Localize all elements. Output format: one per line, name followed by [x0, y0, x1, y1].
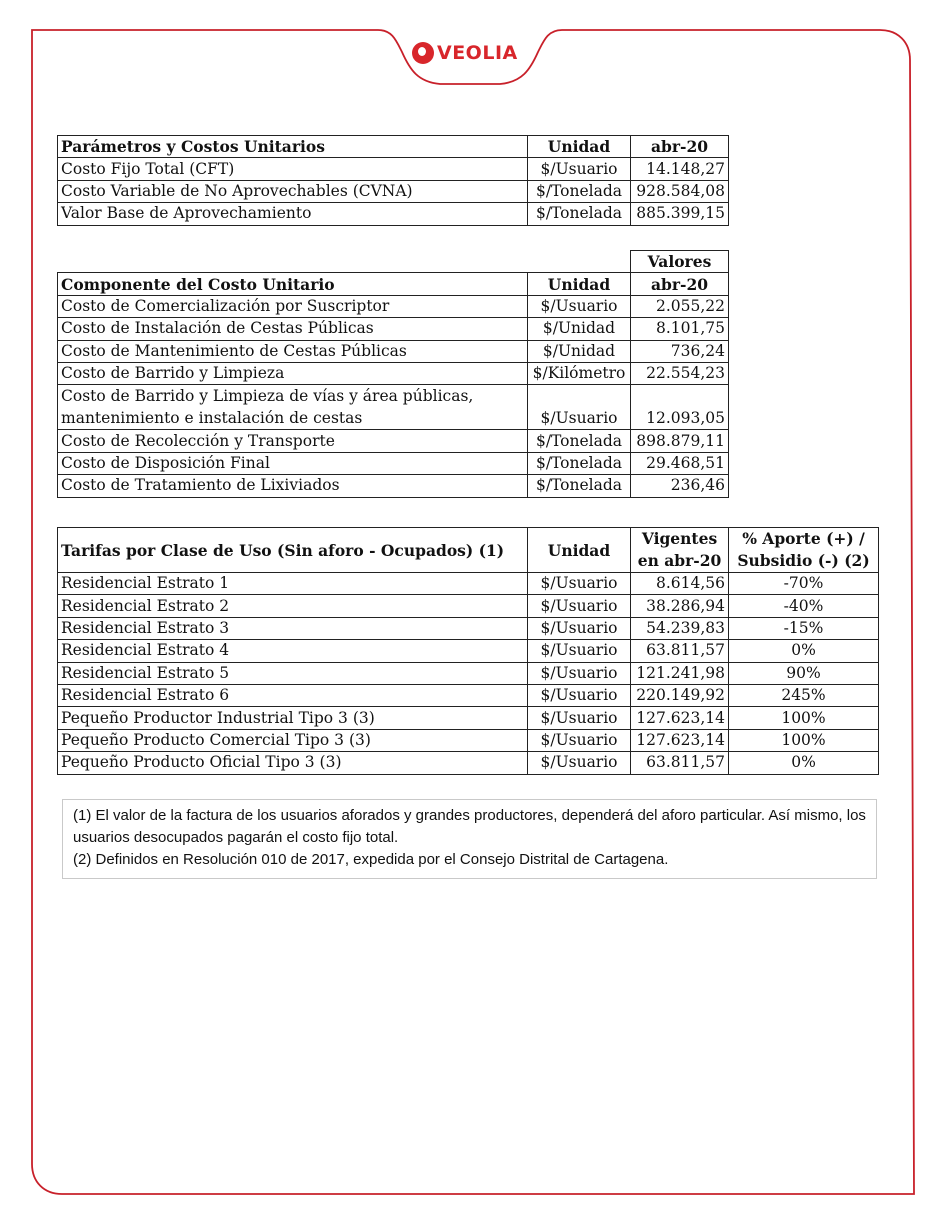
row-percent: -70%: [729, 573, 879, 595]
row-unit: $/Usuario: [528, 707, 631, 729]
row-unit: $/Usuario: [528, 385, 631, 430]
footnotes-box: [62, 799, 877, 879]
params-header-name: Parámetros y Costos Unitarios: [58, 136, 528, 158]
footnote: (1) El valor de la factura de los usuarios aforados y grandes productores, dependerá del aforo particular. Así mismo, los usuarios desocupados pagarán el costo fijo total.: [73, 807, 866, 846]
row-value: 14.148,27: [631, 158, 729, 180]
row-label: Residencial Estrato 6: [58, 684, 528, 706]
row-unit: $/Usuario: [528, 729, 631, 751]
table-row: [58, 452, 729, 474]
row-label: Costo de Barrido y Limpieza de vías y área públicas, mantenimiento e instalación de cestas: [58, 385, 528, 430]
components-table: [57, 250, 729, 498]
table-row: [58, 430, 729, 452]
table-row: [58, 684, 879, 706]
table-row: [58, 595, 879, 617]
row-unit: $/Unidad: [528, 340, 631, 362]
table-row: [58, 662, 879, 684]
row-label: Costo de Instalación de Cestas Públicas: [58, 318, 528, 340]
row-unit: $/Usuario: [528, 595, 631, 617]
row-value: 736,24: [631, 340, 729, 362]
row-value: 38.286,94: [631, 595, 729, 617]
row-percent: 0%: [729, 640, 879, 662]
tariffs-header-subsidy: % Aporte (+) / Subsidio (-) (2): [729, 528, 879, 573]
row-percent: 90%: [729, 662, 879, 684]
table-row: [58, 318, 729, 340]
row-unit: $/Usuario: [528, 573, 631, 595]
row-value: 8.614,56: [631, 573, 729, 595]
row-label: Residencial Estrato 1: [58, 573, 528, 595]
params-header-period: abr-20: [631, 136, 729, 158]
row-label: Costo de Tratamiento de Lixiviados: [58, 475, 528, 497]
row-percent: -15%: [729, 617, 879, 639]
row-value: 220.149,92: [631, 684, 729, 706]
row-unit: $/Unidad: [528, 318, 631, 340]
row-value: 63.811,57: [631, 752, 729, 774]
row-unit: $/Usuario: [528, 662, 631, 684]
row-value: 8.101,75: [631, 318, 729, 340]
footnote: (2) Definidos en Resolución 010 de 2017, expedida por el Consejo Distrital de Cartagena.: [73, 851, 669, 868]
row-value: 928.584,08: [631, 180, 729, 202]
row-unit: $/Tonelada: [528, 452, 631, 474]
components-header-period: abr-20: [631, 273, 729, 295]
row-unit: $/Usuario: [528, 684, 631, 706]
table-header-row: [58, 528, 879, 573]
row-percent: -40%: [729, 595, 879, 617]
row-value: 2.055,22: [631, 295, 729, 317]
table-row: [58, 475, 729, 497]
row-unit: $/Kilómetro: [528, 362, 631, 384]
row-value: 898.879,11: [631, 430, 729, 452]
tariffs-header-current: Vigentes en abr-20: [631, 528, 729, 573]
row-unit: $/Usuario: [528, 295, 631, 317]
table-row: [58, 617, 879, 639]
row-label: Costo de Barrido y Limpieza: [58, 362, 528, 384]
table-row: [58, 203, 729, 225]
row-value: 127.623,14: [631, 729, 729, 751]
row-value: 885.399,15: [631, 203, 729, 225]
table-row: [58, 385, 729, 430]
row-unit: $/Usuario: [528, 617, 631, 639]
table-row: [58, 707, 879, 729]
row-percent: 100%: [729, 729, 879, 751]
row-label: Pequeño Productor Industrial Tipo 3 (3): [58, 707, 528, 729]
table-header-row: [58, 273, 729, 295]
row-label: Residencial Estrato 4: [58, 640, 528, 662]
row-value: 127.623,14: [631, 707, 729, 729]
row-unit: $/Usuario: [528, 640, 631, 662]
tariffs-header-unit: Unidad: [528, 528, 631, 573]
row-label: Residencial Estrato 3: [58, 617, 528, 639]
row-label: Costo de Comercialización por Suscriptor: [58, 295, 528, 317]
row-label: Costo de Mantenimiento de Cestas Públicas: [58, 340, 528, 362]
row-value: 63.811,57: [631, 640, 729, 662]
row-value: 12.093,05: [631, 385, 729, 430]
table-header-row: [58, 136, 729, 158]
row-value: 236,46: [631, 475, 729, 497]
row-label: Costo Fijo Total (CFT): [58, 158, 528, 180]
row-label: Residencial Estrato 2: [58, 595, 528, 617]
table-row: [58, 295, 729, 317]
row-label: Costo Variable de No Aprovechables (CVNA): [58, 180, 528, 202]
table-header-row: [58, 251, 729, 273]
table-row: [58, 573, 879, 595]
table-row: [58, 340, 729, 362]
table-row: [58, 362, 729, 384]
row-unit: $/Tonelada: [528, 203, 631, 225]
components-header-values: Valores: [631, 251, 729, 273]
row-unit: $/Tonelada: [528, 180, 631, 202]
table-row: [58, 729, 879, 751]
table-row: [58, 180, 729, 202]
row-unit: $/Tonelada: [528, 430, 631, 452]
table-row: [58, 640, 879, 662]
row-percent: 0%: [729, 752, 879, 774]
table-row: [58, 752, 879, 774]
row-label: Pequeño Producto Oficial Tipo 3 (3): [58, 752, 528, 774]
row-value: 121.241,98: [631, 662, 729, 684]
row-label: Costo de Recolección y Transporte: [58, 430, 528, 452]
row-label: Residencial Estrato 5: [58, 662, 528, 684]
table-row: [58, 158, 729, 180]
row-label: Costo de Disposición Final: [58, 452, 528, 474]
row-value: 22.554,23: [631, 362, 729, 384]
row-percent: 245%: [729, 684, 879, 706]
tariffs-header-name: Tarifas por Clase de Uso (Sin aforo - Ocupados) (1): [58, 528, 528, 573]
params-header-unit: Unidad: [528, 136, 631, 158]
row-unit: $/Usuario: [528, 158, 631, 180]
row-label: Valor Base de Aprovechamiento: [58, 203, 528, 225]
row-percent: 100%: [729, 707, 879, 729]
components-header-name: Componente del Costo Unitario: [58, 273, 528, 295]
row-unit: $/Usuario: [528, 752, 631, 774]
veolia-logo-icon: [412, 42, 434, 64]
tariffs-table: [57, 527, 879, 775]
row-label: Pequeño Producto Comercial Tipo 3 (3): [58, 729, 528, 751]
veolia-logo: [412, 38, 518, 68]
row-value: 29.468,51: [631, 452, 729, 474]
row-unit: $/Tonelada: [528, 475, 631, 497]
logo-text: VEOLIA: [437, 42, 518, 64]
components-header-unit: Unidad: [528, 273, 631, 295]
row-value: 54.239,83: [631, 617, 729, 639]
params-table: [57, 135, 729, 226]
